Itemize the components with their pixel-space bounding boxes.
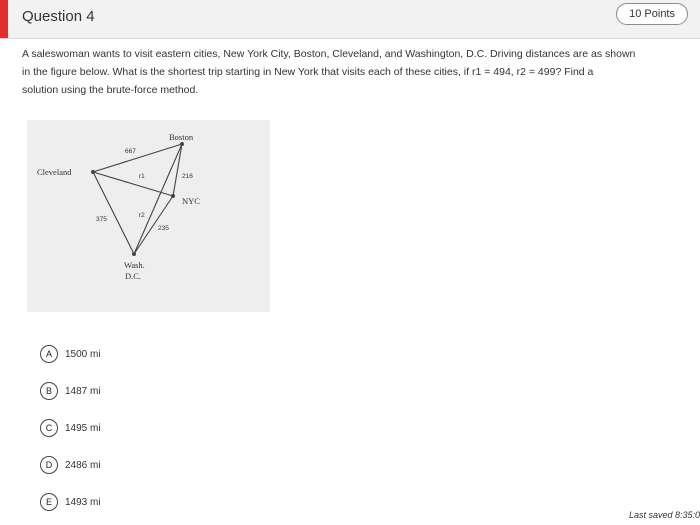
question-line-1: A saleswoman wants to visit eastern cities, New York City, Boston, Cleveland, and Washington, D.C. Driving distances are as shown bbox=[22, 48, 636, 60]
edge-label-216: 216 bbox=[182, 173, 193, 180]
question-line-2: in the figure below. What is the shortest trip starting in New York that visits each of these cities, if r1 = 494, r2 = 499? Find a bbox=[22, 66, 594, 78]
option-a-radio[interactable]: A bbox=[40, 345, 58, 363]
graph-edges bbox=[27, 120, 270, 312]
label-boston: Boston bbox=[169, 132, 194, 142]
last-saved-status: Last saved 8:35:0 bbox=[628, 510, 700, 520]
option-d-label: 2486 mi bbox=[65, 459, 101, 471]
option-d[interactable] bbox=[40, 456, 101, 474]
option-a-label: 1500 mi bbox=[65, 348, 101, 360]
option-b-radio[interactable]: B bbox=[40, 382, 58, 400]
option-b-label: 1487 mi bbox=[65, 385, 101, 397]
edge-label-r2: r2 bbox=[139, 212, 145, 219]
label-dc: D.C. bbox=[125, 271, 142, 281]
option-d-radio[interactable]: D bbox=[40, 456, 58, 474]
distance-figure bbox=[27, 120, 270, 312]
edge-cleveland-wash bbox=[93, 172, 134, 254]
question-line-3: solution using the brute-force method. bbox=[22, 84, 199, 96]
edge-label-667: 667 bbox=[125, 148, 136, 155]
option-e-label: 1493 mi bbox=[65, 496, 101, 508]
option-a[interactable] bbox=[40, 345, 101, 363]
question-text bbox=[22, 45, 692, 99]
option-b[interactable] bbox=[40, 382, 101, 400]
edge-label-375: 375 bbox=[96, 216, 107, 223]
accent-bar bbox=[0, 0, 8, 38]
edge-label-r1: r1 bbox=[139, 173, 145, 180]
option-c[interactable] bbox=[40, 419, 101, 437]
edge-boston-nyc bbox=[173, 144, 182, 196]
points-badge: 10 Points bbox=[616, 3, 688, 25]
node-cleveland bbox=[91, 170, 95, 174]
node-wash bbox=[132, 252, 136, 256]
node-nyc bbox=[171, 194, 175, 198]
question-header bbox=[0, 0, 700, 39]
label-nyc: NYC bbox=[182, 196, 200, 206]
option-e[interactable] bbox=[40, 493, 101, 511]
option-c-radio[interactable]: C bbox=[40, 419, 58, 437]
edge-label-235: 235 bbox=[158, 225, 169, 232]
edge-cleveland-boston bbox=[93, 144, 182, 172]
label-cleveland: Cleveland bbox=[37, 167, 72, 177]
edge-boston-wash bbox=[134, 144, 182, 254]
option-e-radio[interactable]: E bbox=[40, 493, 58, 511]
option-c-label: 1495 mi bbox=[65, 422, 101, 434]
node-boston bbox=[180, 142, 184, 146]
label-wash: Wash. bbox=[124, 260, 145, 270]
question-title: Question 4 bbox=[22, 8, 95, 25]
